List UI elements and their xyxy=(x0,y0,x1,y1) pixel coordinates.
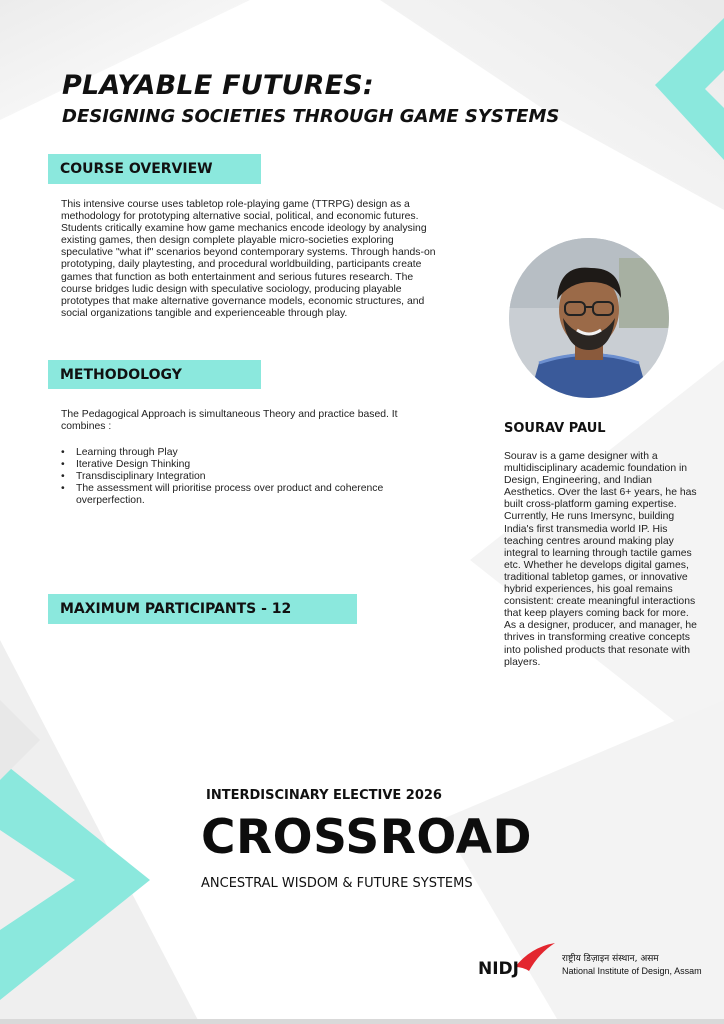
max-participants-label: MAXIMUM PARTICIPANTS - 12 xyxy=(48,594,357,624)
page-subtitle: DESIGNING SOCIETIES THROUGH GAME SYSTEMS xyxy=(62,106,560,127)
portrait-photo-icon xyxy=(509,238,669,398)
logo-hindi-text: राष्ट्रीय डिज़ाइन संस्थान, असम xyxy=(562,954,659,964)
instructor-name: SOURAV PAUL xyxy=(504,421,606,436)
logo-english-text: National Institute of Design, Assam xyxy=(562,966,702,976)
methodology-intro: The Pedagogical Approach is simultaneous Theory and practice based. It combines : xyxy=(61,409,398,433)
instructor-bio: Sourav is a game designer with a multidisciplinary academic foundation in Design, Engineering, and Indian Aesthetics. Over the last 6+ years, he has built cross-platform gaming expertise. Currently, He runs Imersync, building India's first transmedia world IP. His teaching centres around making play integral to learning through tactile games etc. Whether he develops digital games, traditional tabletop games, or innovative hybrid experiences, his goal remains consistent: create meaningful interactions that keep players coming back for more. As a designer, producer, and manager, he thrives in transforming creative concepts into polished products that resonate with players. xyxy=(504,451,697,668)
list-item: • Learning through Play xyxy=(61,447,441,459)
elective-label: INTERDISCINARY ELECTIVE 2026 xyxy=(206,788,442,803)
course-overview-heading: COURSE OVERVIEW xyxy=(48,154,261,184)
logo-swoosh-icon xyxy=(515,943,555,971)
page-title: PLAYABLE FUTURES: xyxy=(62,70,374,101)
logo-abbr: NIDJ xyxy=(478,959,519,979)
list-item: • Iterative Design Thinking xyxy=(61,459,441,471)
course-overview-text: This intensive course uses tabletop role-playing game (TTRPG) design as a methodology for prototyping alternative social, political, and economic futures. Students critically examine how game mechanics encode ideology by analysing existing games, then design complete playable micro-societies exploring speculative "what if" scenarios beyond contemporary systems. Through hands-on prototyping, daily playtesting, and procedural worldbuilding, participants create games that function as both entertainment and serious futures research. The course bridges ludic design with speculative sociology, producing playable prototypes that make alternative governance models, economic structures, and social organizations tangible and experienceable through play. xyxy=(61,199,436,319)
event-tagline: ANCESTRAL WISDOM & FUTURE SYSTEMS xyxy=(201,876,473,891)
event-name: CROSSROAD xyxy=(201,810,532,865)
list-item: • Transdisciplinary Integration xyxy=(61,471,441,483)
methodology-list xyxy=(61,447,441,507)
methodology-heading: METHODOLOGY xyxy=(48,360,261,389)
list-item: • The assessment will prioritise process over product and coherence overperfection. xyxy=(61,483,441,507)
instructor-photo xyxy=(509,238,669,398)
nid-logo xyxy=(477,941,557,981)
